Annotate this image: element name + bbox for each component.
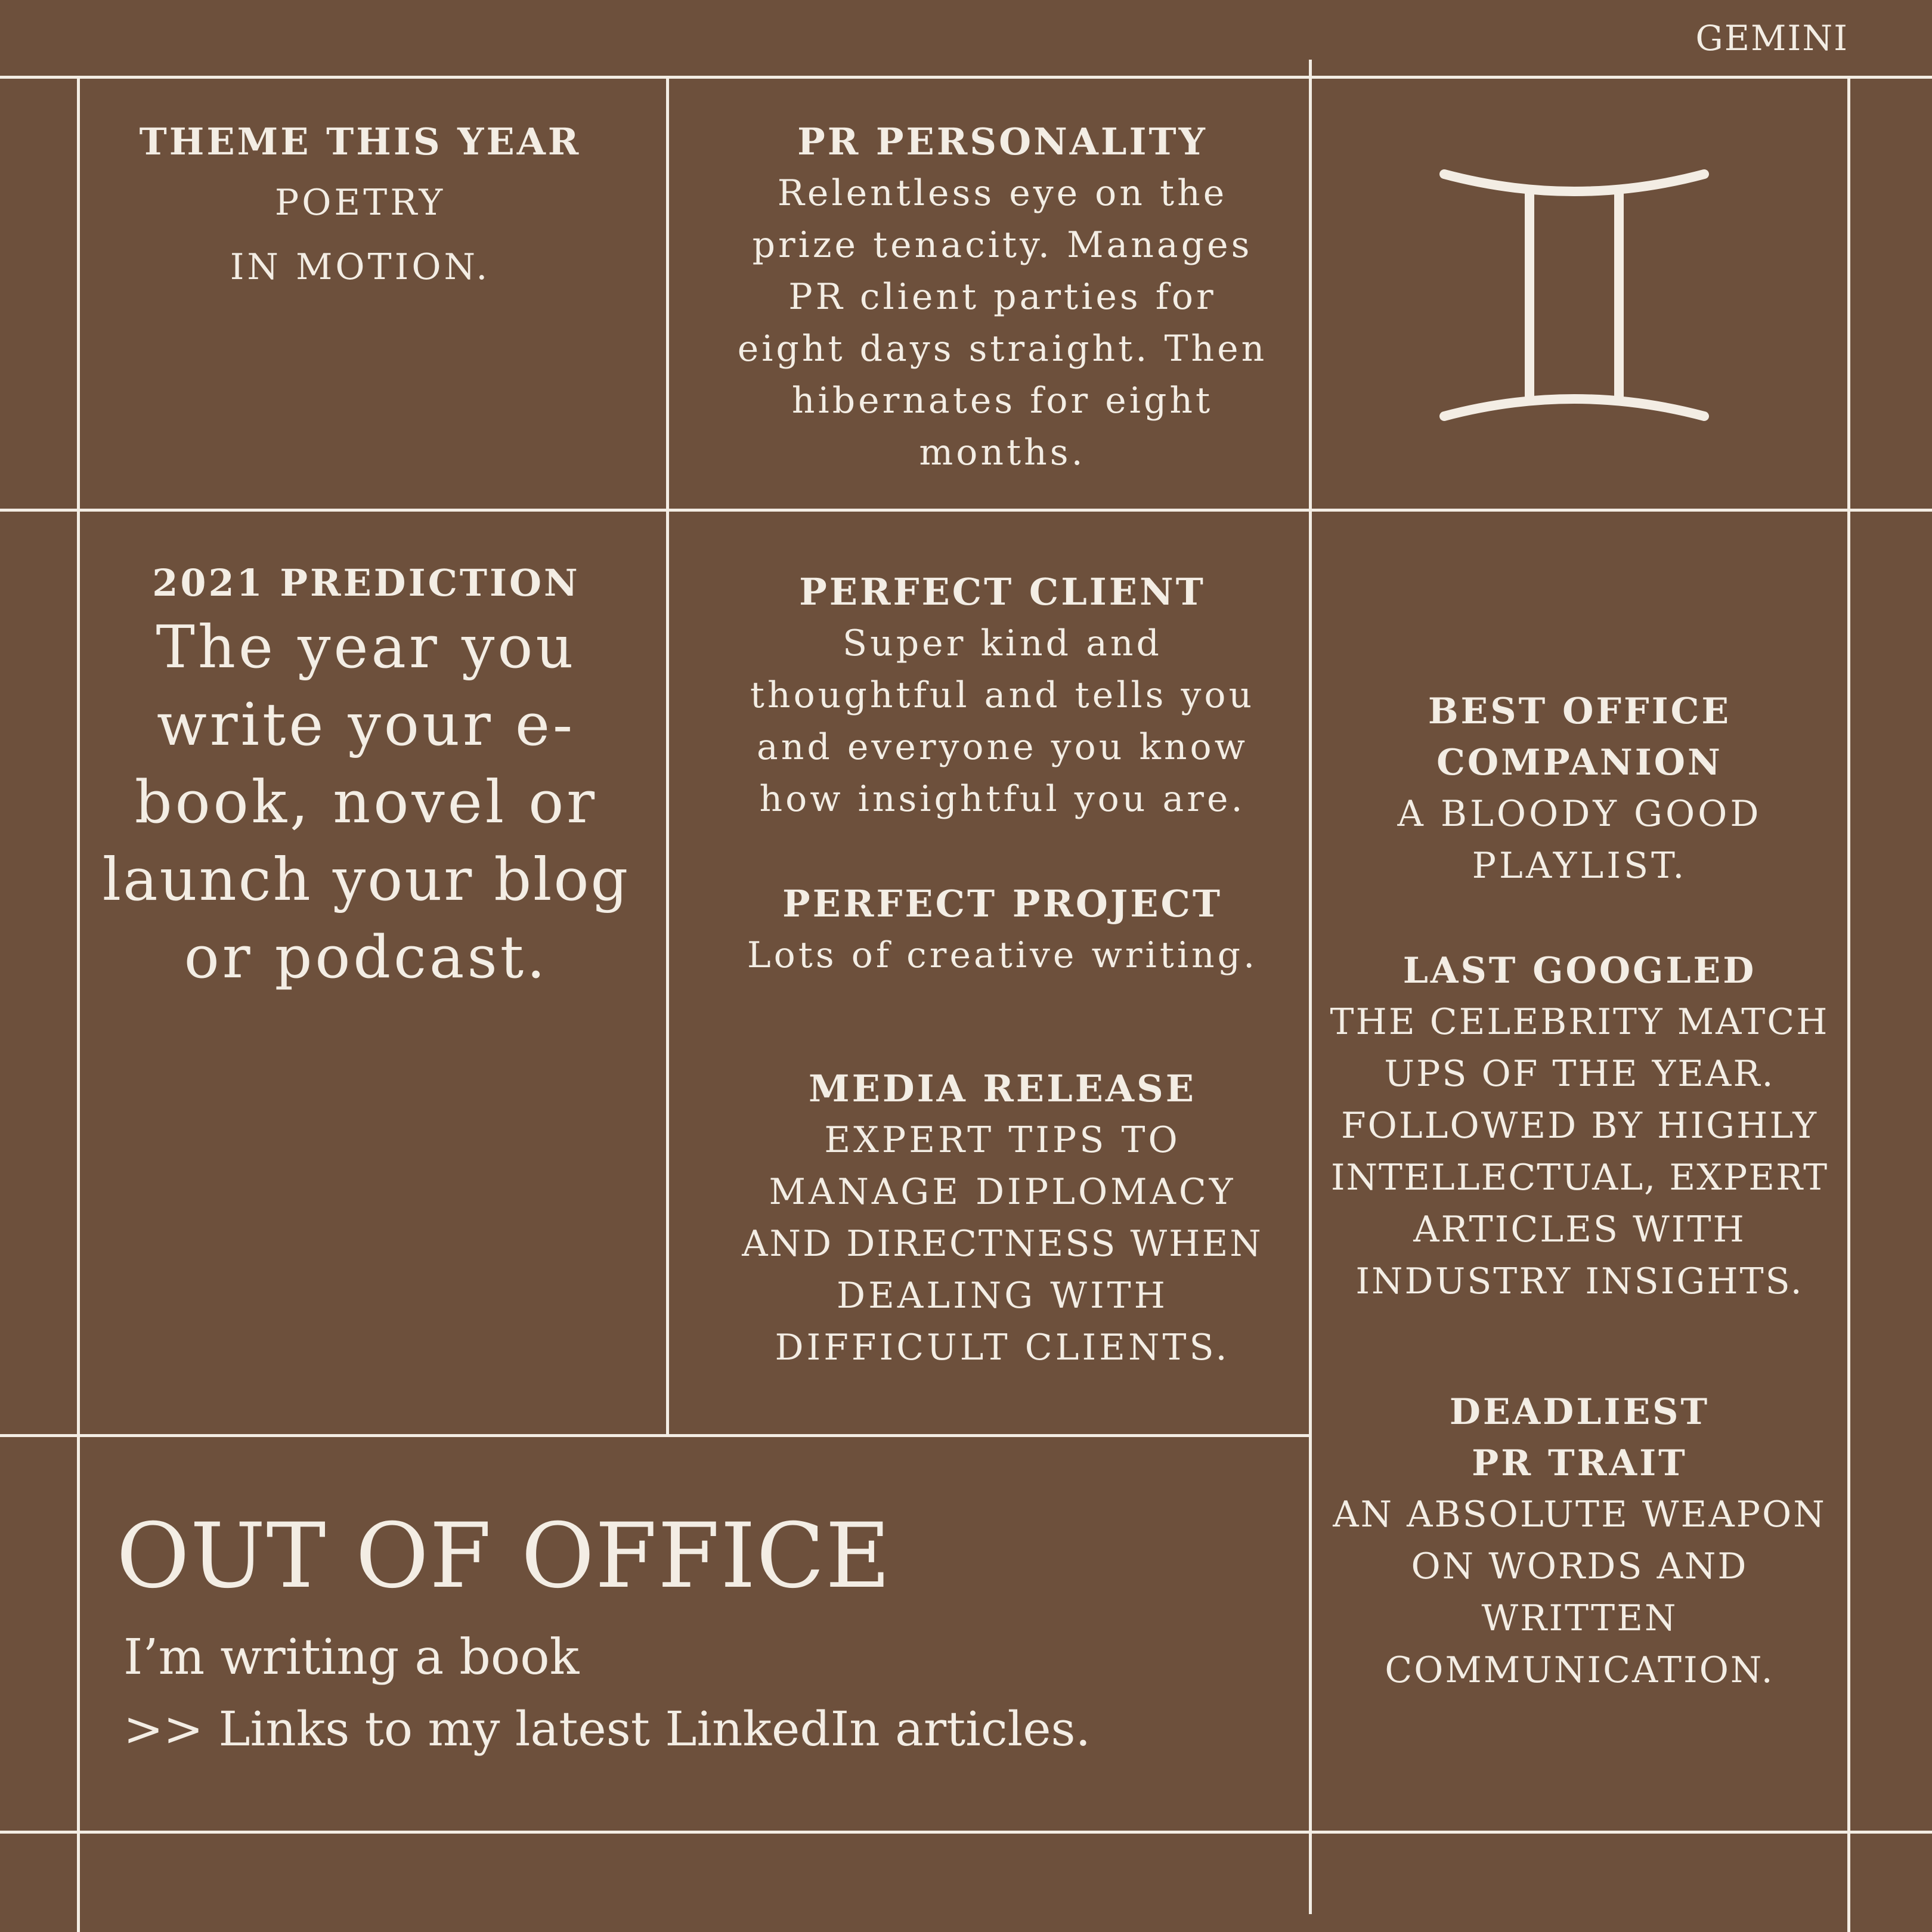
out-of-office-section [116, 1503, 1297, 1765]
deadliest-trait-heading: PR TRAIT [1472, 1442, 1688, 1484]
media-release-line: EXPERT TIPS TO [824, 1119, 1181, 1161]
gemini-symbol-icon [1431, 161, 1717, 429]
pr-personality-line: PR client parties for [788, 276, 1216, 318]
media-release-line: DEALING WITH [837, 1275, 1168, 1317]
last-googled-line: INDUSTRY INSIGHTS. [1355, 1261, 1804, 1302]
perfect-project-heading: PERFECT PROJECT [782, 882, 1222, 925]
out-of-office-title: OUT OF OFFICE [116, 1504, 891, 1608]
perfect-client-heading: PERFECT CLIENT [799, 570, 1206, 614]
grid-line-top [0, 76, 1932, 79]
pr-personality-line: prize tenacity. Manages [752, 224, 1253, 266]
perfect-client-line: and everyone you know [757, 726, 1248, 768]
last-googled-line: UPS OF THE YEAR. [1384, 1053, 1775, 1095]
deadliest-trait-line: ON WORDS AND [1411, 1546, 1748, 1587]
deadliest-trait-line: COMMUNICATION. [1385, 1649, 1775, 1691]
perfect-project-cell [669, 878, 1336, 982]
sign-label: GEMINI [1695, 18, 1849, 58]
prediction-line: or podcast. [184, 924, 549, 992]
perfect-client-cell [669, 566, 1336, 825]
media-release-heading: MEDIA RELEASE [808, 1067, 1197, 1110]
grid-line-row2 [0, 1434, 1312, 1437]
prediction-line: book, novel or [134, 769, 598, 837]
grid-line-left [77, 76, 80, 1932]
last-googled-line: THE CELEBRITY MATCH [1330, 1001, 1829, 1043]
deadliest-trait-heading: DEADLIEST [1449, 1391, 1710, 1433]
perfect-project-line: Lots of creative writing. [747, 934, 1258, 976]
pr-personality-cell [669, 116, 1336, 479]
theme-heading: THEME THIS YEAR [139, 120, 581, 163]
last-googled-line: FOLLOWED BY HIGHLY [1341, 1105, 1818, 1147]
pr-personality-heading: PR PERSONALITY [797, 120, 1208, 163]
prediction-line: The year you [156, 614, 577, 682]
theme-line: POETRY [274, 182, 446, 224]
prediction-line: launch your blog [102, 846, 630, 914]
deadliest-trait-cell [1312, 1386, 1847, 1696]
media-release-cell [669, 1063, 1336, 1374]
last-googled-line: ARTICLES WITH [1413, 1209, 1746, 1250]
perfect-client-line: thoughtful and tells you [750, 674, 1255, 716]
deadliest-trait-line: AN ABSOLUTE WEAPON [1333, 1494, 1826, 1535]
last-googled-heading: LAST GOOGLED [1402, 950, 1757, 992]
prediction-line: write your e- [156, 691, 576, 759]
grid-line-bottom [0, 1831, 1932, 1834]
pr-personality-line: hibernates for eight [791, 380, 1213, 422]
best-companion-line: A BLOODY GOOD [1397, 793, 1762, 835]
prediction-cell [80, 558, 652, 996]
theme-cell [80, 116, 640, 302]
media-release-line: AND DIRECTNESS WHEN [742, 1223, 1263, 1265]
best-companion-cell [1312, 686, 1847, 892]
theme-line: IN MOTION. [230, 246, 491, 288]
perfect-client-line: Super kind and [843, 623, 1162, 664]
media-release-line: MANAGE DIPLOMACY [769, 1171, 1236, 1213]
pr-personality-line: Relentless eye on the [777, 172, 1228, 214]
last-googled-line: INTELLECTUAL, EXPERT [1330, 1157, 1829, 1199]
out-of-office-line: I’m writing a book [123, 1629, 580, 1686]
last-googled-cell [1312, 945, 1847, 1308]
grid-line-right [1847, 76, 1850, 1932]
deadliest-trait-line: WRITTEN [1481, 1597, 1678, 1639]
best-companion-line: PLAYLIST. [1472, 845, 1688, 887]
pr-personality-line: eight days straight. Then [737, 328, 1268, 370]
best-companion-heading: BEST OFFICE [1428, 691, 1732, 732]
prediction-heading: 2021 PREDICTION [152, 561, 580, 605]
pr-personality-line: months. [919, 432, 1086, 473]
linkedin-articles-link[interactable]: >> Links to my latest LinkedIn articles. [123, 1701, 1091, 1757]
perfect-client-line: how insightful you are. [759, 778, 1246, 820]
grid-line-row1 [0, 509, 1932, 512]
best-companion-heading: COMPANION [1436, 742, 1723, 784]
media-release-line: DIFFICULT CLIENTS. [775, 1327, 1230, 1368]
